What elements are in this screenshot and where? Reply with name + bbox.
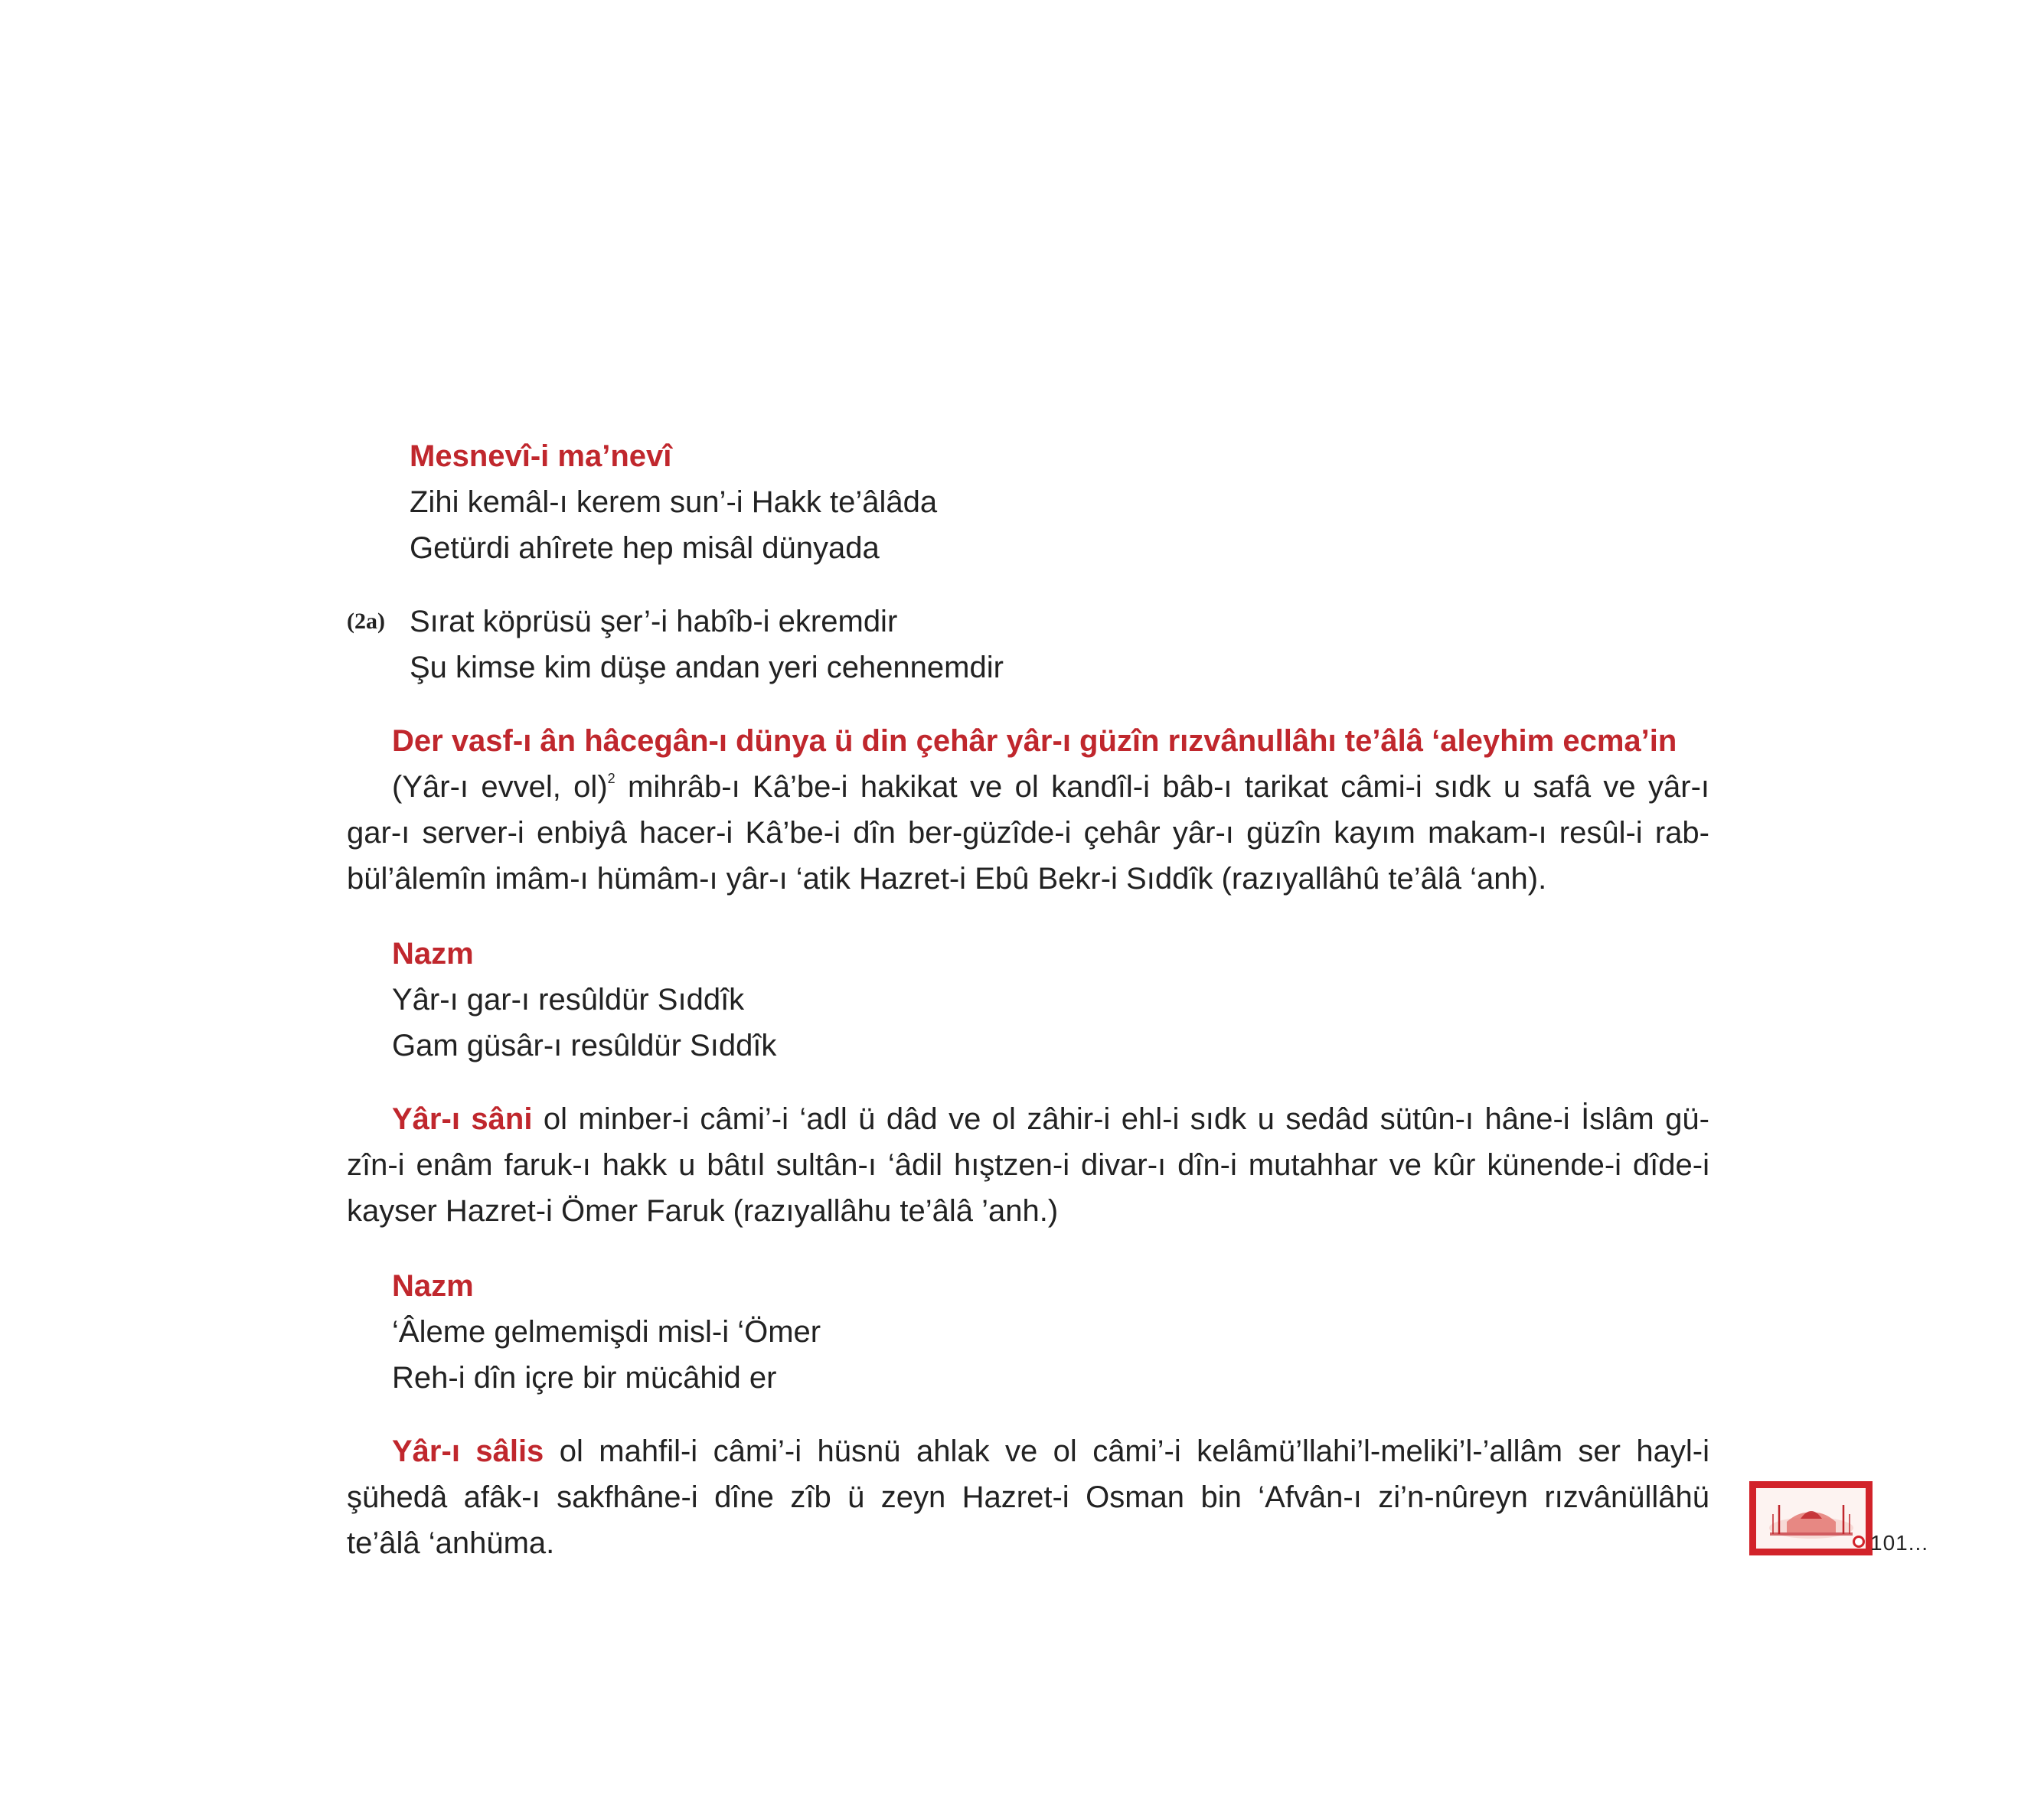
paragraph-line: gar-ı server-i enbiyâ hacer-i Kâ’be-i dîn ber-güzîde-i çehâr yâr-ı güzîn kayım makam-ı resûl-i rab-: [347, 816, 1709, 850]
verse-line: Sırat köprüsü şer’-i habîb-i ekremdir: [410, 605, 898, 638]
folio-marker: (2a): [347, 609, 385, 634]
page-dot: [1853, 1536, 1865, 1548]
page-number: 101...: [1870, 1531, 1929, 1555]
paragraph-lead: Yâr-ı sâni: [392, 1102, 533, 1136]
main-heading: Der vasf-ı ân hâcegân-ı dünya ü din çehâr yâr-ı güzîn rızvânullâhı te’âlâ ‘aleyhim ecma’in: [392, 724, 1677, 758]
verse-line: Yâr-ı gar-ı resûldür Sıddîk: [392, 983, 745, 1017]
paragraph-line: kayser Hazret-i Ömer Faruk (razıyallâhu te’âlâ ’anh.): [347, 1194, 1059, 1228]
section-heading-mesnevi: Mesnevî-i ma’nevî: [410, 439, 672, 473]
verse-line: Gam güsâr-ı resûldür Sıddîk: [392, 1029, 777, 1062]
paragraph-lead: Yâr-ı sâlis: [392, 1434, 544, 1468]
verse-line: Zihi kemâl-ı kerem sun’-i Hakk te’âlâda: [410, 485, 938, 519]
paragraph-line: zîn-i enâm faruk-ı hakk u bâtıl sultân-ı ‘âdil hıştzen-i divar-ı dîn-i mutahhar ve kûr künende-i dîde-i: [347, 1148, 1709, 1182]
verse-line: ‘Âleme gelmemişdi misl-i ‘Ömer: [392, 1315, 821, 1349]
nazm-heading: Nazm: [392, 937, 474, 971]
paragraph-text: ol mahfil-i câmi’-i hüsnü ahlak ve ol câmi’-i kelâmü’llahi’l-meliki’l-’allâm ser hayl-i: [544, 1434, 1709, 1468]
paragraph-line: şühedâ afâk-ı sakfhâne-i dîne zîb ü zeyn Hazret-i Osman bin ‘Afvân-ı zi’n-nûreyn rızvânüllâhü: [347, 1480, 1709, 1514]
nazm-heading: Nazm: [392, 1269, 474, 1303]
paragraph-start: (Yâr-ı evvel, ol): [392, 770, 608, 804]
paragraph-text: mihrâb-ı Kâ’be-i hakikat ve ol kandîl-i bâb-ı tarikat câmi-i sıdk u safâ ve yâr-ı: [615, 770, 1709, 804]
paragraph-line: bül’âlemîn imâm-ı hümâm-ı yâr-ı ‘atik Hazret-i Ebû Bekr-i Sıddîk (razıyallâhû te’âlâ ‘anh).: [347, 862, 1547, 896]
paragraph-line: te’âlâ ‘anhüma.: [347, 1526, 555, 1560]
verse-line: Reh-i dîn içre bir mücâhid er: [392, 1361, 777, 1395]
paragraph-line: [347, 1428, 1709, 1474]
paragraph-first-companion: [347, 764, 1709, 902]
paragraph-line: [347, 1096, 1709, 1142]
footnote-marker: 2: [607, 771, 615, 786]
paragraph-line: [347, 764, 1709, 810]
paragraph-text: ol minber-i câmi’-i ‘adl ü dâd ve ol zâhir-i ehl-i sıdk u sedâd sütûn-ı hâne-i İslâm gü-: [532, 1102, 1709, 1136]
paragraph-second-companion: [347, 1096, 1709, 1234]
verse-line: Getürdi ahîrete hep misâl dünyada: [410, 531, 880, 565]
verse-line: Şu kimse kim düşe andan yeri cehennemdir: [410, 651, 1004, 684]
paragraph-third-companion: [347, 1428, 1709, 1566]
